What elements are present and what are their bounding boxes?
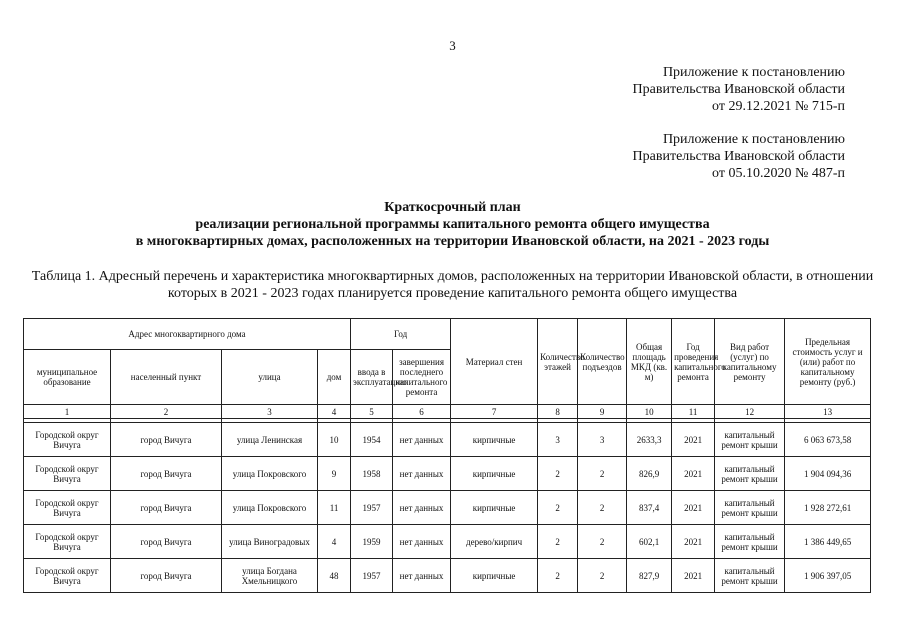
floors-cell: 2: [538, 525, 578, 559]
max-cost-cell: 1 386 449,65: [785, 525, 871, 559]
repair-year-cell: 2021: [672, 559, 715, 593]
table-body: [24, 419, 871, 593]
table-row: [24, 559, 871, 593]
floors-cell: 2: [538, 457, 578, 491]
street-cell: улица Ленинская: [222, 423, 318, 457]
year-last-repair-cell: нет данных: [393, 559, 451, 593]
title-line-1: Краткосрочный план: [384, 200, 521, 215]
entrances-cell: 2: [578, 457, 627, 491]
municipality-cell: Городской округ Вичуга: [24, 525, 111, 559]
settlement-cell: город Вичуга: [111, 457, 222, 491]
house-cell: 10: [318, 423, 351, 457]
work-type-cell: капитальный ремонт крыши: [715, 457, 785, 491]
area-cell: 602,1: [627, 525, 672, 559]
max-cost-cell: 1 906 397,05: [785, 559, 871, 593]
municipality-cell: Городской округ Вичуга: [24, 423, 111, 457]
table-row: [24, 423, 871, 457]
area-cell: 837,4: [627, 491, 672, 525]
floors-header: Количество этажей: [538, 319, 578, 405]
column-number: 3: [222, 405, 318, 419]
table-row: [24, 525, 871, 559]
floors-cell: 2: [538, 491, 578, 525]
appendix-block-1: [633, 64, 845, 115]
entrances-cell: 2: [578, 559, 627, 593]
repair-year-cell: 2021: [672, 457, 715, 491]
column-number: 2: [111, 405, 222, 419]
appendix-1-line-2: Правительства Ивановской области: [632, 82, 845, 97]
column-number-row: [24, 405, 871, 419]
work-type-header: Вид работ (услуг) по капитальному ремонту: [715, 319, 785, 405]
house-cell: 48: [318, 559, 351, 593]
year-last-repair-cell: нет данных: [393, 525, 451, 559]
table-row: [24, 457, 871, 491]
buildings-table: [23, 318, 871, 593]
max-cost-header: Предельная стоимость услуг и (или) работ по капитальному ремонту (руб.): [785, 319, 871, 405]
year-last-repair-cell: нет данных: [393, 423, 451, 457]
area-cell: 826,9: [627, 457, 672, 491]
appendix-1-line-3: от 29.12.2021 № 715-п: [712, 99, 845, 114]
column-number: 5: [351, 405, 393, 419]
wall-material-header: Материал стен: [451, 319, 538, 405]
column-number: 9: [578, 405, 627, 419]
appendix-2-line-2: Правительства Ивановской области: [632, 149, 845, 164]
wall-material-cell: кирпичные: [451, 423, 538, 457]
entrances-cell: 3: [578, 423, 627, 457]
municipality-header: муниципальное образование: [24, 350, 111, 405]
year-commission-cell: 1959: [351, 525, 393, 559]
settlement-cell: город Вичуга: [111, 423, 222, 457]
floors-cell: 3: [538, 423, 578, 457]
column-number: 10: [627, 405, 672, 419]
year-commission-cell: 1957: [351, 559, 393, 593]
work-type-cell: капитальный ремонт крыши: [715, 491, 785, 525]
street-cell: улица Виноградовых: [222, 525, 318, 559]
year-last-repair-cell: нет данных: [393, 457, 451, 491]
entrances-header: Количество подъездов: [578, 319, 627, 405]
column-number: 7: [451, 405, 538, 419]
appendix-1-line-1: Приложение к постановлению: [662, 65, 845, 80]
year-commission-cell: 1954: [351, 423, 393, 457]
column-number: 8: [538, 405, 578, 419]
entrances-cell: 2: [578, 491, 627, 525]
house-cell: 11: [318, 491, 351, 525]
column-number: 12: [715, 405, 785, 419]
title-line-3: в многоквартирных домах, расположенных на территории Ивановской области, на 2021 - 2023 годы: [135, 234, 770, 249]
max-cost-cell: 1 928 272,61: [785, 491, 871, 525]
document-title: [0, 199, 905, 250]
street-cell: улица Покровского: [222, 491, 318, 525]
year-last-repair-cell: нет данных: [393, 491, 451, 525]
repair-year-header: Год проведения капитального ремонта: [672, 319, 715, 405]
max-cost-cell: 6 063 673,58: [785, 423, 871, 457]
column-number: 11: [672, 405, 715, 419]
street-cell: улица Покровского: [222, 457, 318, 491]
wall-material-cell: кирпичные: [451, 559, 538, 593]
appendix-block-2: [633, 131, 845, 182]
wall-material-cell: дерево/кирпич: [451, 525, 538, 559]
max-cost-cell: 1 904 094,36: [785, 457, 871, 491]
year-commission-cell: 1957: [351, 491, 393, 525]
work-type-cell: капитальный ремонт крыши: [715, 559, 785, 593]
year-group-header: Год: [351, 319, 451, 350]
wall-material-cell: кирпичные: [451, 491, 538, 525]
settlement-header: населенный пункт: [111, 350, 222, 405]
page-number: 3: [449, 38, 456, 53]
municipality-cell: Городской округ Вичуга: [24, 491, 111, 525]
floors-cell: 2: [538, 559, 578, 593]
municipality-cell: Городской округ Вичуга: [24, 559, 111, 593]
repair-year-cell: 2021: [672, 525, 715, 559]
title-line-2: реализации региональной программы капитального ремонта общего имущества: [195, 217, 710, 232]
entrances-cell: 2: [578, 525, 627, 559]
appendix-2-line-3: от 05.10.2020 № 487-п: [712, 166, 845, 181]
settlement-cell: город Вичуга: [111, 525, 222, 559]
column-number: 13: [785, 405, 871, 419]
area-cell: 2633,3: [627, 423, 672, 457]
year-commission-header: ввода в эксплуатацию: [351, 350, 393, 405]
work-type-cell: капитальный ремонт крыши: [715, 423, 785, 457]
column-number: 4: [318, 405, 351, 419]
street-header: улица: [222, 350, 318, 405]
year-last-repair-header: завершения последнего капитального ремонта: [393, 350, 451, 405]
municipality-cell: Городской округ Вичуга: [24, 457, 111, 491]
settlement-cell: город Вичуга: [111, 559, 222, 593]
repair-year-cell: 2021: [672, 423, 715, 457]
address-group-header: Адрес многоквартирного дома: [24, 319, 351, 350]
table-caption: Таблица 1. Адресный перечень и характеристика многоквартирных домов, расположенных на территории Ивановской области, в отношении которых в 2021 - 2023 годах планируется проведение капитального ремонта общего имущества: [31, 269, 874, 301]
column-number: 6: [393, 405, 451, 419]
table-row: [24, 491, 871, 525]
house-cell: 9: [318, 457, 351, 491]
street-cell: улица Богдана Хмельницкого: [222, 559, 318, 593]
appendix-2-line-1: Приложение к постановлению: [662, 132, 845, 147]
house-cell: 4: [318, 525, 351, 559]
work-type-cell: капитальный ремонт крыши: [715, 525, 785, 559]
repair-year-cell: 2021: [672, 491, 715, 525]
wall-material-cell: кирпичные: [451, 457, 538, 491]
column-number: 1: [24, 405, 111, 419]
house-header: дом: [318, 350, 351, 405]
year-commission-cell: 1958: [351, 457, 393, 491]
area-cell: 827,9: [627, 559, 672, 593]
area-header: Общая площадь МКД (кв. м): [627, 319, 672, 405]
settlement-cell: город Вичуга: [111, 491, 222, 525]
